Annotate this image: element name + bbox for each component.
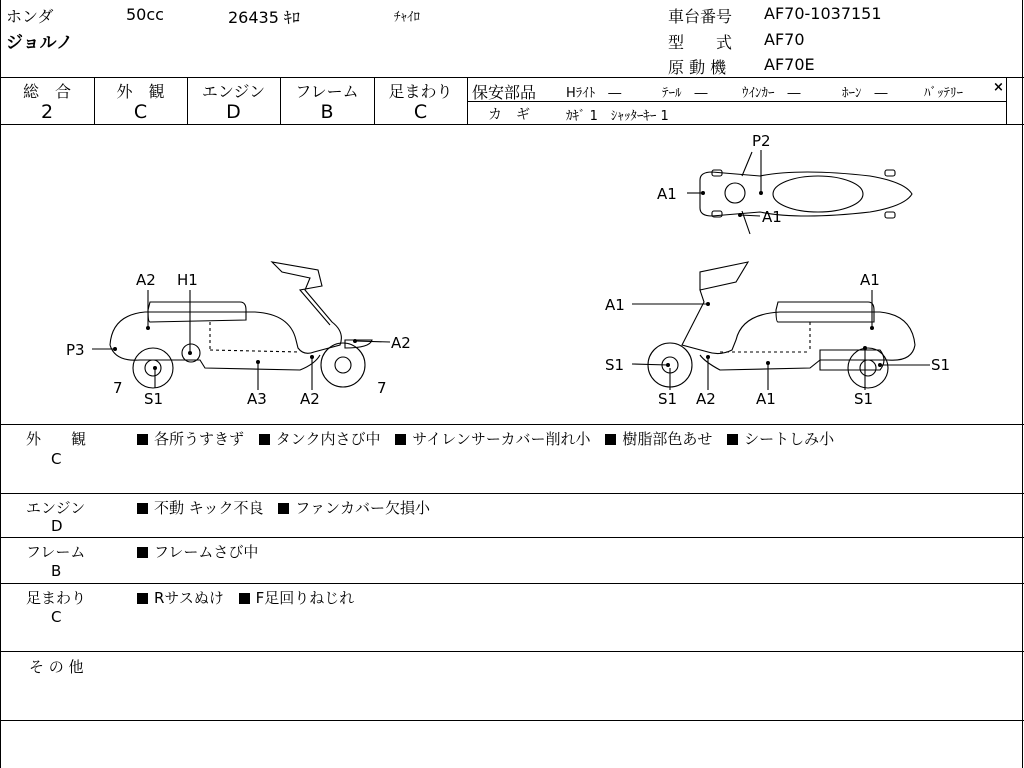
label-right-a2-bottom: A2 (696, 390, 716, 408)
scooter-right-view (632, 262, 930, 390)
grade-frame: B (320, 101, 334, 123)
key-label: カ ギ (488, 107, 530, 123)
safety-battery: ﾊﾞｯﾃﾘｰ (924, 86, 963, 101)
label-left-7-right: 7 (377, 379, 387, 397)
remarks-exterior-grade: C (51, 450, 62, 468)
label-left-p3: P3 (66, 341, 85, 359)
remarks-engine-label: エンジン (26, 499, 86, 517)
grade-exterior: C (133, 101, 148, 123)
engine-type-label: 原 動 機 (668, 58, 727, 77)
remark-item: 樹脂部色あせ (622, 430, 713, 448)
grade-overall: 2 (40, 101, 54, 123)
divider (0, 583, 1024, 584)
remark-item: Rサスぬけ (154, 589, 224, 607)
safety-battery-mark: × (993, 80, 1004, 95)
chassis-label: 車台番号 (668, 7, 733, 26)
remarks-exterior-label: 外 観 (26, 430, 87, 448)
engine-type-value: AF70E (764, 55, 815, 74)
label-top-a1-left: A1 (657, 185, 677, 203)
scooter-top-view (687, 150, 912, 234)
label-right-s1-left: S1 (605, 356, 625, 374)
remark-item: 不動 キック不良 (154, 499, 264, 517)
remarks-suspension-items (137, 587, 354, 608)
divider (0, 77, 1024, 78)
chassis-value: AF70-1037151 (764, 4, 882, 23)
maker: ホンダ (6, 7, 54, 26)
remarks-engine-grade: D (51, 517, 63, 535)
safety-tail: ﾃｰﾙ ― (662, 86, 708, 101)
divider (0, 720, 1024, 721)
remarks-frame-items (137, 541, 258, 562)
remarks-frame-label: フレーム (26, 543, 86, 561)
remarks-suspension-label: 足まわり (26, 589, 87, 607)
remarks-frame-grade: B (51, 562, 62, 580)
remark-item: 各所うすきず (154, 430, 245, 448)
grade-exterior-label: 外 観 (116, 82, 165, 101)
label-left-a2-right: A2 (391, 334, 411, 352)
label-left-s1: S1 (144, 390, 164, 408)
grade-frame-label: フレーム (295, 82, 359, 101)
label-left-7-left: 7 (113, 379, 123, 397)
remark-item: F足回りねじれ (255, 589, 355, 607)
divider (0, 651, 1024, 652)
type-value: AF70 (764, 30, 805, 49)
grade-engine-label: エンジン (201, 82, 266, 101)
damage-diagram (0, 125, 1024, 423)
remarks-other-label: そ の 他 (29, 658, 84, 676)
safety-label: 保安部品 (472, 83, 537, 102)
safety-horn: ﾎｰﾝ ― (842, 86, 888, 101)
remark-item: ファンカバー欠損小 (295, 499, 430, 517)
color: ﾁｬｲﾛ (394, 10, 420, 25)
remarks-suspension-grade: C (51, 608, 62, 626)
label-right-a1-top: A1 (860, 271, 880, 289)
label-right-a1-left: A1 (605, 296, 625, 314)
type-label: 型 式 (668, 33, 733, 52)
safety-headlight: Hﾗｲﾄ ― (566, 86, 622, 101)
label-right-s1-bottom-left: S1 (658, 390, 678, 408)
key-value: ｶｷﾞ 1 ｼｬｯﾀｰｷｰ 1 (566, 109, 669, 124)
divider (0, 424, 1024, 425)
label-right-a1-bottom: A1 (756, 390, 776, 408)
label-left-h1: H1 (177, 271, 198, 289)
divider (0, 493, 1024, 494)
remark-item: フレームさび中 (154, 543, 259, 561)
grade-engine: D (226, 101, 241, 123)
model-name: ジョルノ (6, 33, 73, 53)
label-left-a2-bottom: A2 (300, 390, 320, 408)
remark-item: サイレンサーカバー削れ小 (412, 430, 591, 448)
label-right-s1-right: S1 (931, 356, 951, 374)
remarks-exterior-items (137, 428, 834, 449)
remarks-engine-items (137, 497, 430, 518)
label-top-a1-right: A1 (762, 208, 782, 226)
label-right-s1-bottom-right: S1 (854, 390, 874, 408)
mileage: 26435 ｷﾛ (228, 8, 300, 27)
divider (467, 77, 468, 124)
divider (1006, 77, 1007, 124)
label-top-p2: P2 (752, 132, 771, 150)
grade-overall-label: 総 合 (22, 82, 71, 101)
remark-item: タンク内さび中 (275, 430, 381, 448)
divider (0, 537, 1024, 538)
displacement: 50cc (126, 5, 164, 24)
grade-suspension: C (413, 101, 428, 123)
remark-item: シートしみ小 (744, 430, 835, 448)
grade-suspension-label: 足まわり (388, 82, 453, 101)
label-left-a3: A3 (247, 390, 267, 408)
label-left-a2-top: A2 (136, 271, 156, 289)
divider (467, 101, 1007, 102)
safety-winker: ｳｲﾝｶｰ ― (742, 86, 801, 101)
